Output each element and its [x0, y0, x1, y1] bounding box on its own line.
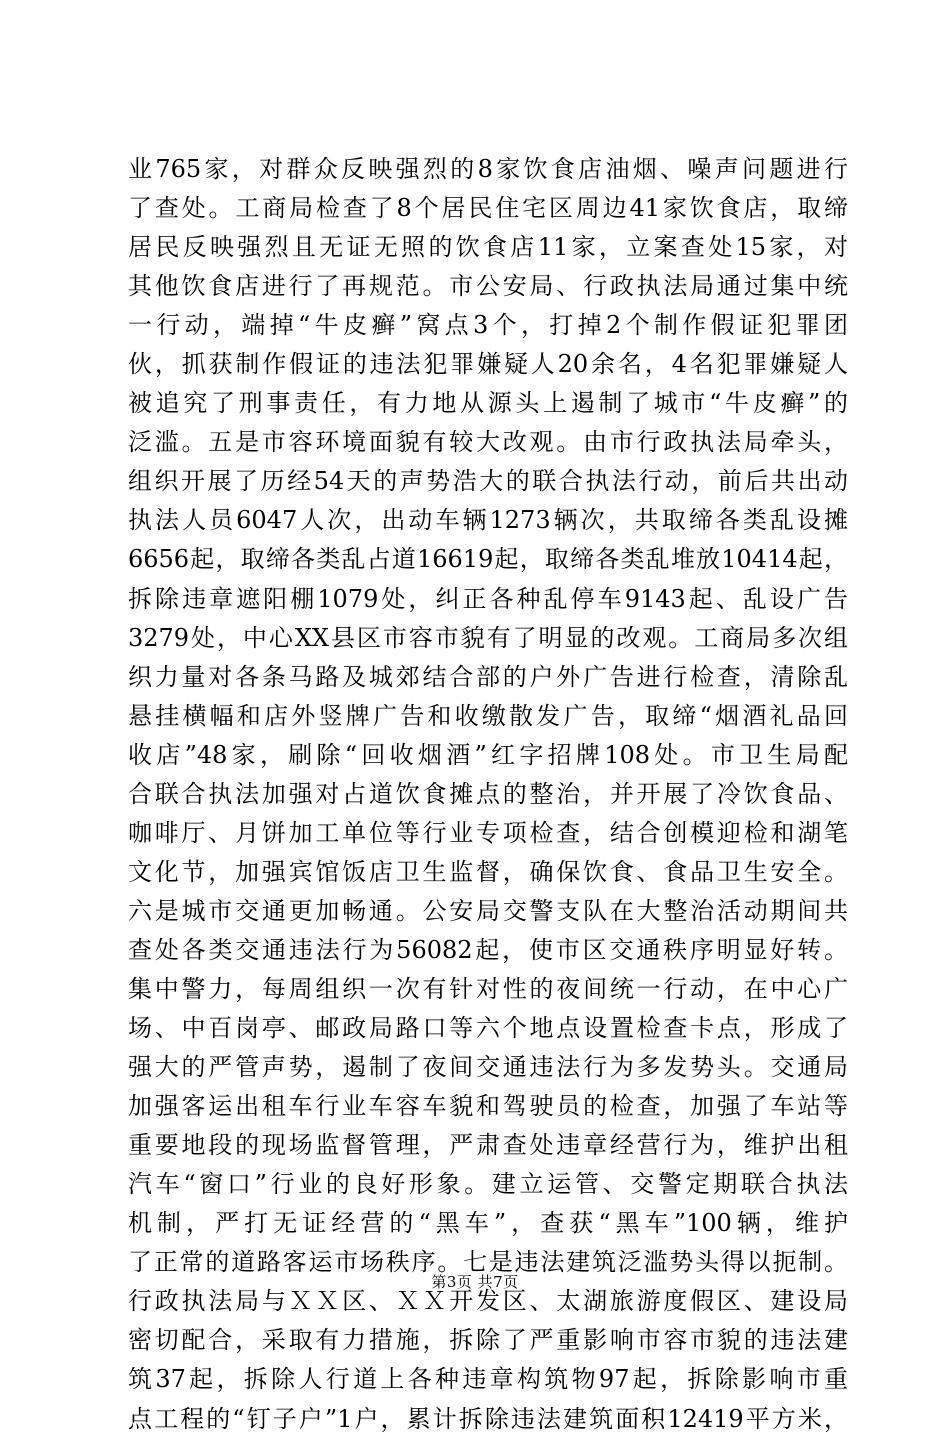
text-line: 重要地段的现场监督管理，严肃查处违章经营行为，维护出租: [128, 1131, 848, 1160]
text-line: 泛滥。五是市容环境面貌有较大改观。由市行政执法局牵头，: [128, 428, 848, 457]
text-line: 拆除违章遮阳棚1079处，纠正各种乱停车9143起、乱设广告: [128, 584, 848, 613]
text-line: 集中警力，每周组织一次有针对性的夜间统一行动，在中心广: [128, 974, 848, 1003]
text-line: 查处各类交通违法行为56082起，使市区交通秩序明显好转。: [128, 935, 848, 964]
page-footer: 第3页 共7页: [431, 1273, 519, 1291]
text-line: 点工程的“钉子户”1户，累计拆除违法建筑面积12419平方米，: [128, 1404, 848, 1433]
text-line: 文化节，加强宾馆饭店卫生监督，确保饮食、食品卫生安全。: [128, 857, 848, 886]
text-line: 机制，严打无证经营的“黑车”，查获“黑车”100辆，维护: [128, 1209, 848, 1238]
text-line: 6656起，取缔各类乱占道16619起，取缔各类乱堆放10414起，: [128, 545, 848, 574]
text-line: 咖啡厅、月饼加工单位等行业专项检查，结合创模迎检和湖笔: [128, 818, 848, 847]
text-line: 被追究了刑事责任，有力地从源头上遏制了城市“牛皮癣”的: [128, 389, 848, 418]
text-line: 其他饮食店进行了再规范。市公安局、行政执法局通过集中统: [128, 272, 848, 301]
text-line: 六是城市交通更加畅通。公安局交警支队在大整治活动期间共: [128, 896, 848, 925]
text-line: 悬挂横幅和店外竖牌广告和收缴散发广告，取缔“烟酒礼品回: [128, 701, 848, 730]
text-line: 合联合执法加强对占道饮食摊点的整治，并开展了冷饮食品、: [128, 779, 848, 808]
text-line: 了正常的道路客运市场秩序。七是违法建筑泛滥势头得以扼制。: [128, 1248, 848, 1277]
text-line: 场、中百岗亭、邮政局路口等六个地点设置检查卡点，形成了: [128, 1014, 848, 1043]
text-line: 强大的严管声势，遏制了夜间交通违法行为多发势头。交通局: [128, 1053, 848, 1082]
text-line: 伙，抓获制作假证的违法犯罪嫌疑人20余名，4名犯罪嫌疑人: [128, 350, 848, 379]
text-line: 加强客运出租车行业车容车貌和驾驶员的检查，加强了车站等: [128, 1092, 848, 1121]
text-line: 密切配合，采取有力措施，拆除了严重影响市容市貌的违法建: [128, 1326, 848, 1355]
text-line: 业765家，对群众反映强烈的8家饮食店油烟、噪声问题进行: [128, 155, 848, 183]
text-line: 筑37起，拆除人行道上各种违章构筑物97起，拆除影响市重: [128, 1365, 848, 1394]
text-line: 组织开展了历经54天的声势浩大的联合执法行动，前后共出动: [128, 467, 848, 496]
body-text: [128, 150, 848, 1439]
text-line: 居民反映强烈且无证无照的饮食店11家，立案查处15家，对: [128, 233, 848, 262]
text-line: 3279处，中心XX县区市容市貌有了明显的改观。工商局多次组: [128, 623, 848, 652]
text-line: 汽车“窗口”行业的良好形象。建立运管、交警定期联合执法: [128, 1170, 848, 1199]
text-line: 执法人员6047人次，出动车辆1273辆次，共取缔各类乱设摊: [128, 506, 848, 535]
text-line: 行政执法局与ＸＸ区、ＸＸ开发区、太湖旅游度假区、建设局: [128, 1287, 848, 1316]
text-line: 了查处。工商局检查了8个居民住宅区周边41家饮食店，取缔: [128, 194, 848, 223]
text-line: 一行动，端掉“牛皮癣”窝点3个，打掉2个制作假证犯罪团: [128, 311, 848, 340]
text-line: 收店”48家，刷除“回收烟酒”红字招牌108处。市卫生局配: [128, 740, 848, 769]
text-line: 织力量对各条马路及城郊结合部的户外广告进行检查，清除乱: [128, 662, 848, 691]
